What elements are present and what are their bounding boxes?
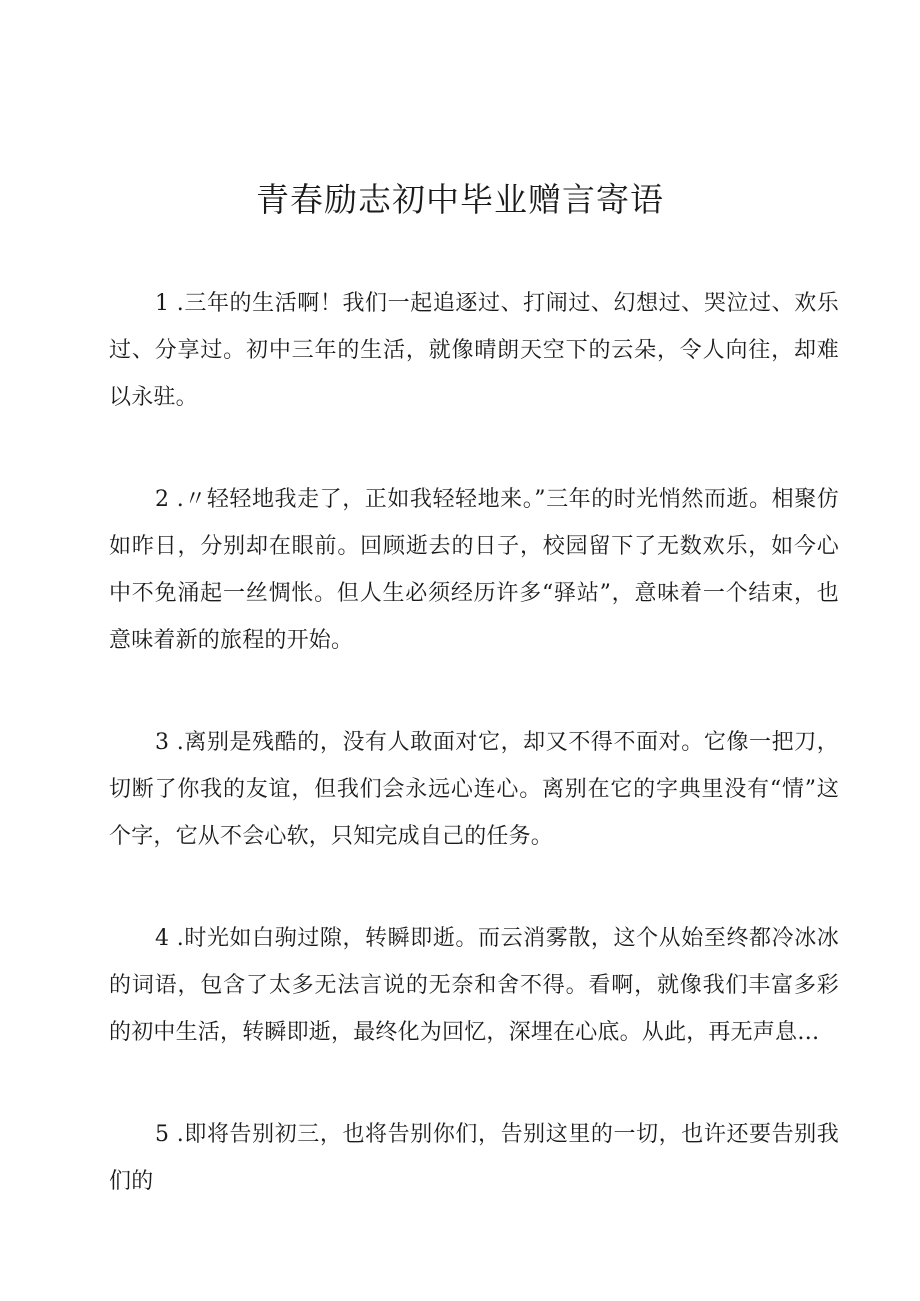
document-title: 青春励志初中毕业赠言寄语 (256, 180, 664, 219)
paragraph-5: 5 .即将告别初三，也将告别你们，告别这里的一切，也许还要告别我们的 (109, 1122, 839, 1194)
document-body (109, 280, 839, 1260)
paragraph-4: 4 .时光如白驹过隙，转瞬即逝。而云消雾散，这个从始至终都冷冰冰的词语，包含了太多无法言说的无奈和舍不得。看啊，就像我们丰富多彩的初中生活，转瞬即逝，最终化为回忆，深埋在心底。从此，再无声息… (109, 926, 839, 1045)
paragraph-2: 2 .〃轻轻地我走了，正如我轻轻地来。”三年的时光悄然而逝。相聚仿如昨日，分别却在眼前。回顾逝去的日子，校园留下了无数欢乐，如今心中不免涌起一丝惆怅。但人生必须经历许多“驿站”，意味着一个结束，也意味着新的旅程的开始。 (109, 487, 839, 653)
paragraph-1: 1 .三年的生活啊！我们一起追逐过、打闹过、幻想过、哭泣过、欢乐过、分享过。初中三年的生活，就像晴朗天空下的云朵，令人向往，却难以永驻。 (109, 291, 839, 410)
paragraph-3: 3 .离别是残酷的，没有人敢面对它，却又不得不面对。它像一把刀，切断了你我的友谊，但我们会永远心连心。离别在它的字典里没有“情”这个字，它从不会心软，只知完成自己的任务。 (109, 730, 839, 849)
